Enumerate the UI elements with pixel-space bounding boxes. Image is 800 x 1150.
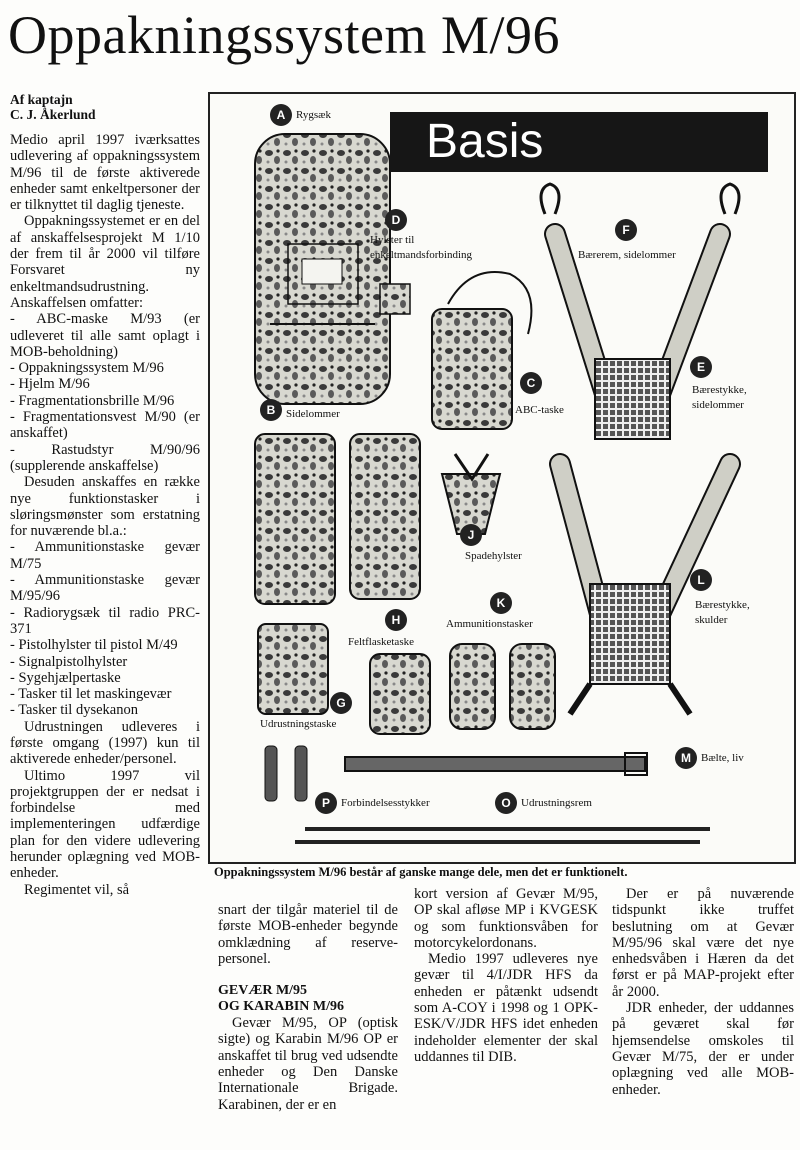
label-badge-l: L	[690, 569, 712, 591]
list-item: - Fragmentationsvest M/90 (er anskaffet)	[10, 409, 200, 442]
side-pocket-drawing	[255, 434, 335, 604]
label-spade-holster: Spadehylster	[465, 550, 522, 562]
label-ammo-pouches: Ammunitionstasker	[446, 618, 533, 630]
article-column-1	[10, 132, 200, 898]
label-side-yoke-1: Bærestykke,	[692, 384, 747, 396]
byline	[10, 92, 96, 122]
article-column-2	[218, 902, 398, 1113]
list-item: - Tasker til dysekanon	[10, 702, 138, 719]
byline-author: C. J. Åkerlund	[10, 107, 96, 122]
list-item: - Signalpistolhylster	[10, 653, 128, 670]
label-badge-b: B	[260, 399, 282, 421]
section-heading-line-2: OG KARABIN M/96	[218, 999, 344, 1015]
label-side-pockets: Sidelommer	[286, 408, 340, 420]
label-shoulder-yoke-1: Bærestykke,	[695, 599, 750, 611]
label-utility-bag: Udrustningstaske	[260, 718, 337, 730]
label-backpack: Rygsæk	[296, 109, 332, 121]
paragraph: Oppakningssystemet er en del af anskaffelsesprojekt M 1/10 der frem til år 2000 vil tilføre Forsvaret ny enkeltmandsudrustning. Anskaffelsen omfatter:	[10, 213, 200, 311]
label-badge-f: F	[615, 219, 637, 241]
side-harness-drawing	[595, 359, 670, 439]
paragraph: Desuden anskaffes en række nye funktionstasker i sløringsmønster som erstatning for nuværende bl.a.:	[10, 474, 200, 540]
label-equipment-strap: Udrustningsrem	[521, 797, 592, 809]
byline-rank: Af kaptajn	[10, 92, 73, 107]
equipment-illustration	[208, 92, 796, 864]
list-item: - Pistolhylster til pistol M/49	[10, 637, 178, 654]
label-badge-a: A	[270, 104, 292, 126]
label-badge-j: J	[460, 524, 482, 546]
article-column-3	[414, 886, 598, 1065]
label-badge-d: D	[385, 209, 407, 231]
paragraph: Ultimo 1997 vil projektgruppen der er nedsat i forbindelse med implementeringen udfærdige plan for den videre udlevering herunder oplægning ved MOB-enheder.	[10, 767, 200, 882]
side-pocket-drawing	[350, 434, 420, 599]
list-item: - Sygehjælpertaske	[10, 669, 121, 686]
paragraph: Medio april 1997 iværksattes udlevering af oppakningssystem M/96 til de første aktiverede enheder samt enkeltpersoner der er tilknyttet til daglig tjeneste.	[10, 132, 200, 214]
section-heading	[218, 983, 398, 1015]
list-item: - ABC-maske M/93 (er udleveret til alle samt oplagt i MOB-beholdning)	[10, 311, 200, 360]
list-item: - Tasker til let maskingevær	[10, 686, 172, 703]
paragraph: Regimentet vil, så	[24, 881, 130, 898]
connector-drawing	[295, 746, 307, 801]
canteen-bag-drawing	[370, 654, 430, 734]
abc-bag-drawing	[432, 309, 512, 429]
ammo-pouch-drawing	[510, 644, 555, 729]
article-title: Oppakningssystem M/96	[8, 5, 561, 65]
label-abc-bag: ABC-taske	[515, 404, 564, 416]
section-heading-line-1: GEVÆR M/95	[218, 983, 308, 999]
paragraph: kort version af Gevær M/95, OP skal afløse MP i KVGESK og som funktionsvåben for motorcykelordonans.	[414, 886, 598, 951]
utility-bag-drawing	[258, 624, 328, 714]
list-item: - Hjelm M/96	[10, 376, 90, 393]
paragraph: JDR enheder, der uddannes på geværet skal før hjemsendelse omskoles til Gevær M/75, der er under oplægning ved alle MOB-enheder.	[612, 1000, 794, 1098]
shoulder-harness-drawing	[590, 584, 670, 684]
paragraph: Udrustningen udleveres i første omgang (1997) kun til aktiverede enheder/personel.	[10, 718, 200, 768]
label-badge-k: K	[490, 592, 512, 614]
list-item: - Oppakningssystem M/96	[10, 360, 164, 377]
label-badge-p: P	[315, 792, 337, 814]
paragraph: Medio 1997 udleveres nye gevær til 4/I/JDR HFS da enheden er påtænkt udsendt som A-COY i 1998 og 1 OPK-ESK/V/JDR HFS idet enheden indeholder elementer der skal uddannes til DIB.	[414, 951, 598, 1065]
label-first-aid-holster-2: enkeltmandsforbinding	[370, 249, 473, 261]
label-badge-e: E	[690, 356, 712, 378]
label-waist-belt: Bælte, liv	[701, 752, 744, 764]
label-badge-m: M	[675, 747, 697, 769]
connector-drawing	[265, 746, 277, 801]
figure-caption: Oppakningssystem M/96 består af ganske mange dele, men det er funktionelt.	[214, 865, 628, 879]
list-item: - Rastudstyr M/90/96 (supplerende anskaffelse)	[10, 441, 200, 474]
list-item: - Ammunitionstaske gevær M/95/96	[10, 572, 200, 605]
label-shoulder-yoke-2: skulder	[695, 614, 728, 626]
article-column-4	[612, 886, 794, 1098]
list-item: - Fragmentationsbrille M/96	[10, 392, 175, 409]
first-aid-holster-drawing	[380, 284, 410, 314]
waist-belt-drawing	[345, 757, 645, 771]
ammo-pouch-drawing	[450, 644, 495, 729]
label-side-yoke-2: sidelommer	[692, 399, 744, 411]
label-badge-o: O	[495, 792, 517, 814]
label-badge-h: H	[385, 609, 407, 631]
label-first-aid-holster-1: Hylster til	[370, 234, 415, 246]
label-badge-g: G	[330, 692, 352, 714]
equipment-drawing	[210, 94, 794, 862]
label-connectors: Forbindelsesstykker	[341, 797, 430, 809]
list-item: - Radiorygsæk til radio PRC-371	[10, 604, 200, 637]
paragraph: Gevær M/95, OP (optisk sigte) og Karabin M/96 OP er anskaffet til brug ved udsendte enheder og Den Danske Internationale Brigade. Karabinen, der er en	[218, 1015, 398, 1113]
paragraph: snart der tilgår materiel til de første MOB-enheder begynde omklædning af reserve-personel.	[218, 902, 398, 967]
paragraph: Der er på nuværende tidspunkt ikke truffet beslutning om at Gevær M/95/96 skal være det nye enhedsvåben i Hæren da det først er på MAP-projekt efter år 2000.	[612, 886, 794, 1000]
label-badge-c: C	[520, 372, 542, 394]
list-item: - Ammunitionstaske gevær M/75	[10, 539, 200, 572]
label-canteen-bag: Feltflasketaske	[348, 636, 414, 648]
label-side-strap: Bærerem, sidelommer	[578, 249, 676, 261]
basis-banner: Basis	[390, 112, 768, 172]
